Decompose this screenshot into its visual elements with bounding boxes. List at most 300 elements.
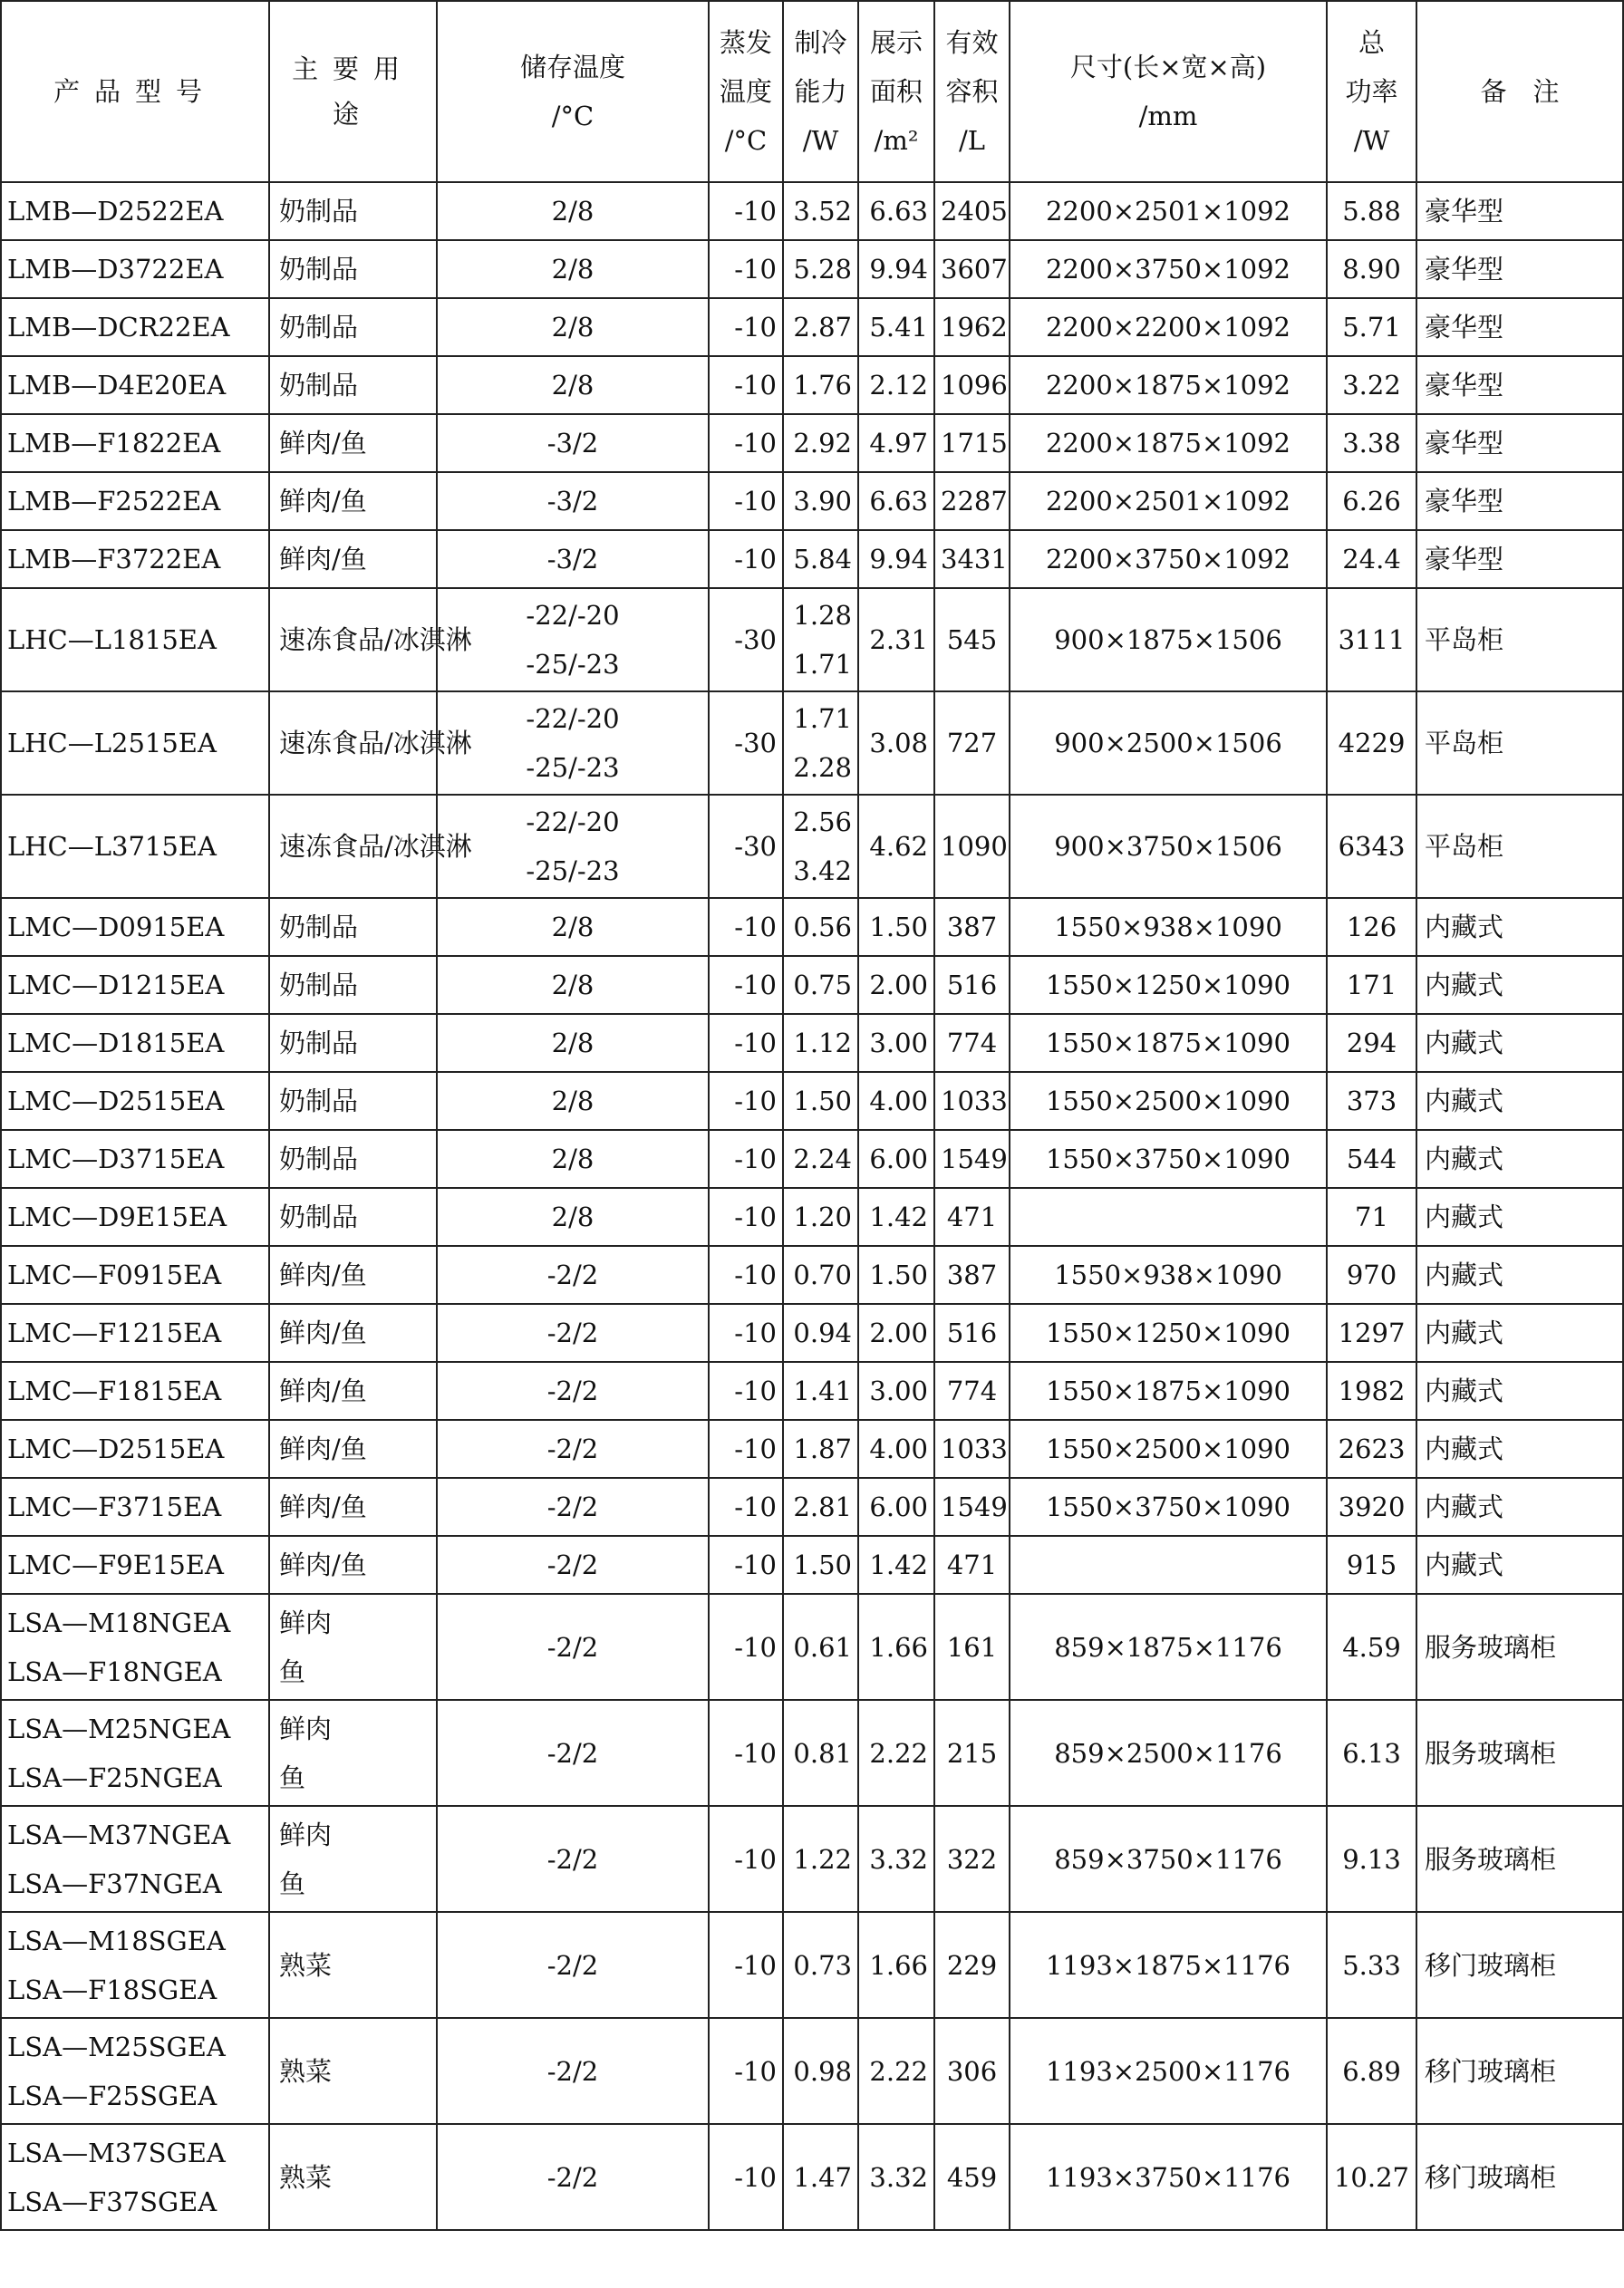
- power-cell: 6343: [1327, 795, 1416, 898]
- storage-temp-cell: 2/8: [437, 1072, 709, 1130]
- display-area-cell: 3.00: [858, 1014, 934, 1072]
- display-area-cell: 1.42: [858, 1536, 934, 1594]
- use-cell: 奶制品: [269, 1130, 437, 1188]
- use-cell: 奶制品: [269, 1014, 437, 1072]
- size-cell: 1550×3750×1090: [1010, 1478, 1327, 1536]
- size-cell: 900×2500×1506: [1010, 691, 1327, 795]
- display-area-cell: 4.97: [858, 414, 934, 472]
- model-cell: LSA—M25SGEA LSA—F25SGEA: [1, 2018, 269, 2124]
- evap-temp-cell: -10: [709, 472, 783, 530]
- cooling-capacity-cell: 0.98: [783, 2018, 858, 2124]
- header-storage-temp: 储存温度 /°C: [437, 1, 709, 182]
- power-cell: 10.27: [1327, 2124, 1416, 2230]
- use-cell: 鲜肉/鱼: [269, 1362, 437, 1420]
- use-cell: 鲜肉/鱼: [269, 1304, 437, 1362]
- table-row: [1, 795, 1623, 898]
- model-cell: LMC—F9E15EA: [1, 1536, 269, 1594]
- cooling-capacity-cell: 1.28 1.71: [783, 588, 858, 691]
- volume-cell: 387: [934, 1246, 1010, 1304]
- power-cell: 4.59: [1327, 1594, 1416, 1700]
- evap-temp-cell: -10: [709, 2018, 783, 2124]
- display-area-cell: 1.66: [858, 1912, 934, 2018]
- size-cell: 1550×1250×1090: [1010, 956, 1327, 1014]
- power-cell: 3111: [1327, 588, 1416, 691]
- display-area-cell: 1.50: [858, 898, 934, 956]
- evap-temp-cell: -10: [709, 1700, 783, 1806]
- use-cell: 奶制品: [269, 956, 437, 1014]
- header-display-area: 展示 面积 /m²: [858, 1, 934, 182]
- note-cell: 移门玻璃柜: [1416, 1912, 1623, 2018]
- cooling-capacity-cell: 1.20: [783, 1188, 858, 1246]
- note-cell: 内藏式: [1416, 898, 1623, 956]
- table-row: [1, 298, 1623, 356]
- table-row: [1, 1912, 1623, 2018]
- evap-temp-cell: -10: [709, 2124, 783, 2230]
- display-area-cell: 2.12: [858, 356, 934, 414]
- power-cell: 5.88: [1327, 182, 1416, 240]
- display-area-cell: 4.00: [858, 1420, 934, 1478]
- display-area-cell: 1.66: [858, 1594, 934, 1700]
- display-area-cell: 6.63: [858, 472, 934, 530]
- model-cell: LMC—D2515EA: [1, 1420, 269, 1478]
- use-cell: 熟菜: [269, 2124, 437, 2230]
- model-cell: LSA—M18NGEA LSA—F18NGEA: [1, 1594, 269, 1700]
- volume-cell: 471: [934, 1188, 1010, 1246]
- use-cell: 熟菜: [269, 1912, 437, 2018]
- size-cell: 2200×2200×1092: [1010, 298, 1327, 356]
- model-cell: LMB—F1822EA: [1, 414, 269, 472]
- volume-cell: 1549: [934, 1478, 1010, 1536]
- storage-temp-cell: -2/2: [437, 1594, 709, 1700]
- use-cell: 鲜肉 鱼: [269, 1700, 437, 1806]
- table-row: [1, 414, 1623, 472]
- power-cell: 3.22: [1327, 356, 1416, 414]
- volume-cell: 1549: [934, 1130, 1010, 1188]
- cooling-capacity-cell: 0.56: [783, 898, 858, 956]
- power-cell: 71: [1327, 1188, 1416, 1246]
- model-cell: LMB—D3722EA: [1, 240, 269, 298]
- storage-temp-cell: -2/2: [437, 1912, 709, 2018]
- display-area-cell: 3.32: [858, 2124, 934, 2230]
- model-cell: LMC—F0915EA: [1, 1246, 269, 1304]
- model-cell: LMC—F1215EA: [1, 1304, 269, 1362]
- cooling-capacity-cell: 1.41: [783, 1362, 858, 1420]
- size-cell: 1193×2500×1176: [1010, 2018, 1327, 2124]
- size-cell: 859×1875×1176: [1010, 1594, 1327, 1700]
- power-cell: 544: [1327, 1130, 1416, 1188]
- model-cell: LMB—D4E20EA: [1, 356, 269, 414]
- note-cell: 内藏式: [1416, 1362, 1623, 1420]
- evap-temp-cell: -10: [709, 1536, 783, 1594]
- volume-cell: 1096: [934, 356, 1010, 414]
- table-row: [1, 1014, 1623, 1072]
- use-cell: 鲜肉/鱼: [269, 414, 437, 472]
- storage-temp-cell: -2/2: [437, 1246, 709, 1304]
- evap-temp-cell: -10: [709, 1362, 783, 1420]
- storage-temp-cell: 2/8: [437, 956, 709, 1014]
- evap-temp-cell: -30: [709, 691, 783, 795]
- cooling-capacity-cell: 0.81: [783, 1700, 858, 1806]
- volume-cell: 1090: [934, 795, 1010, 898]
- model-cell: LMC—D9E15EA: [1, 1188, 269, 1246]
- model-cell: LSA—M25NGEA LSA—F25NGEA: [1, 1700, 269, 1806]
- use-cell: 速冻食品/冰淇淋: [269, 795, 437, 898]
- note-cell: 平岛柜: [1416, 588, 1623, 691]
- evap-temp-cell: -10: [709, 1246, 783, 1304]
- evap-temp-cell: -10: [709, 1420, 783, 1478]
- size-cell: 859×2500×1176: [1010, 1700, 1327, 1806]
- use-cell: 奶制品: [269, 240, 437, 298]
- model-cell: LMB—D2522EA: [1, 182, 269, 240]
- size-cell: 1550×1875×1090: [1010, 1014, 1327, 1072]
- size-cell: 1550×1250×1090: [1010, 1304, 1327, 1362]
- note-cell: 移门玻璃柜: [1416, 2018, 1623, 2124]
- cooling-capacity-cell: 1.12: [783, 1014, 858, 1072]
- display-area-cell: 3.32: [858, 1806, 934, 1912]
- storage-temp-cell: -2/2: [437, 1700, 709, 1806]
- table-row: [1, 1594, 1623, 1700]
- cooling-capacity-cell: 2.87: [783, 298, 858, 356]
- volume-cell: 322: [934, 1806, 1010, 1912]
- evap-temp-cell: -10: [709, 1304, 783, 1362]
- table-row: [1, 1188, 1623, 1246]
- size-cell: 900×1875×1506: [1010, 588, 1327, 691]
- header-power: 总 功率 /W: [1327, 1, 1416, 182]
- size-cell: [1010, 1536, 1327, 1594]
- volume-cell: 1962: [934, 298, 1010, 356]
- header-use: 主要用途: [269, 1, 437, 182]
- table-row: [1, 1304, 1623, 1362]
- volume-cell: 1033: [934, 1420, 1010, 1478]
- power-cell: 373: [1327, 1072, 1416, 1130]
- cooling-capacity-cell: 0.94: [783, 1304, 858, 1362]
- storage-temp-cell: 2/8: [437, 356, 709, 414]
- storage-temp-cell: -3/2: [437, 472, 709, 530]
- model-cell: LMC—D3715EA: [1, 1130, 269, 1188]
- evap-temp-cell: -30: [709, 588, 783, 691]
- evap-temp-cell: -10: [709, 240, 783, 298]
- display-area-cell: 3.08: [858, 691, 934, 795]
- evap-temp-cell: -10: [709, 530, 783, 588]
- cooling-capacity-cell: 2.24: [783, 1130, 858, 1188]
- storage-temp-cell: -22/-20 -25/-23: [437, 588, 709, 691]
- header-row: [1, 1, 1623, 182]
- table-row: [1, 588, 1623, 691]
- use-cell: 鲜肉/鱼: [269, 1420, 437, 1478]
- display-area-cell: 4.62: [858, 795, 934, 898]
- use-cell: 速冻食品/冰淇淋: [269, 691, 437, 795]
- cooling-capacity-cell: 1.50: [783, 1536, 858, 1594]
- table-row: [1, 1362, 1623, 1420]
- evap-temp-cell: -10: [709, 414, 783, 472]
- size-cell: 2200×2501×1092: [1010, 472, 1327, 530]
- evap-temp-cell: -10: [709, 898, 783, 956]
- display-area-cell: 2.00: [858, 1304, 934, 1362]
- note-cell: 豪华型: [1416, 182, 1623, 240]
- evap-temp-cell: -10: [709, 1912, 783, 2018]
- model-cell: LMC—F1815EA: [1, 1362, 269, 1420]
- volume-cell: 306: [934, 2018, 1010, 2124]
- use-cell: 奶制品: [269, 182, 437, 240]
- display-area-cell: 9.94: [858, 530, 934, 588]
- power-cell: 126: [1327, 898, 1416, 956]
- note-cell: 豪华型: [1416, 298, 1623, 356]
- use-cell: 鲜肉/鱼: [269, 1478, 437, 1536]
- header-evap-temp: 蒸发 温度 /°C: [709, 1, 783, 182]
- use-cell: 奶制品: [269, 1188, 437, 1246]
- size-cell: 1550×938×1090: [1010, 898, 1327, 956]
- size-cell: 2200×1875×1092: [1010, 414, 1327, 472]
- cooling-capacity-cell: 3.90: [783, 472, 858, 530]
- model-cell: LMB—DCR22EA: [1, 298, 269, 356]
- use-cell: 速冻食品/冰淇淋: [269, 588, 437, 691]
- display-area-cell: 9.94: [858, 240, 934, 298]
- size-cell: 2200×3750×1092: [1010, 240, 1327, 298]
- storage-temp-cell: -3/2: [437, 414, 709, 472]
- table-row: [1, 1806, 1623, 1912]
- volume-cell: 1715: [934, 414, 1010, 472]
- model-cell: LMC—F3715EA: [1, 1478, 269, 1536]
- note-cell: 平岛柜: [1416, 795, 1623, 898]
- volume-cell: 727: [934, 691, 1010, 795]
- storage-temp-cell: 2/8: [437, 298, 709, 356]
- power-cell: 8.90: [1327, 240, 1416, 298]
- volume-cell: 2405: [934, 182, 1010, 240]
- power-cell: 1982: [1327, 1362, 1416, 1420]
- use-cell: 鲜肉/鱼: [269, 530, 437, 588]
- model-cell: LMC—D1815EA: [1, 1014, 269, 1072]
- display-area-cell: 2.22: [858, 1700, 934, 1806]
- volume-cell: 387: [934, 898, 1010, 956]
- model-cell: LHC—L2515EA: [1, 691, 269, 795]
- table-row: [1, 240, 1623, 298]
- cooling-capacity-cell: 2.92: [783, 414, 858, 472]
- power-cell: 4229: [1327, 691, 1416, 795]
- evap-temp-cell: -10: [709, 298, 783, 356]
- storage-temp-cell: 2/8: [437, 240, 709, 298]
- cooling-capacity-cell: 1.22: [783, 1806, 858, 1912]
- storage-temp-cell: -22/-20 -25/-23: [437, 795, 709, 898]
- size-cell: 2200×3750×1092: [1010, 530, 1327, 588]
- cooling-capacity-cell: 2.81: [783, 1478, 858, 1536]
- table-row: [1, 1478, 1623, 1536]
- table-row: [1, 2018, 1623, 2124]
- display-area-cell: 6.00: [858, 1478, 934, 1536]
- storage-temp-cell: -22/-20 -25/-23: [437, 691, 709, 795]
- power-cell: 3.38: [1327, 414, 1416, 472]
- power-cell: 294: [1327, 1014, 1416, 1072]
- display-area-cell: 1.42: [858, 1188, 934, 1246]
- display-area-cell: 6.00: [858, 1130, 934, 1188]
- volume-cell: 229: [934, 1912, 1010, 2018]
- model-cell: LSA—M37NGEA LSA—F37NGEA: [1, 1806, 269, 1912]
- storage-temp-cell: 2/8: [437, 898, 709, 956]
- use-cell: 奶制品: [269, 298, 437, 356]
- model-cell: LMB—F3722EA: [1, 530, 269, 588]
- table-row: [1, 1130, 1623, 1188]
- note-cell: 豪华型: [1416, 356, 1623, 414]
- storage-temp-cell: 2/8: [437, 1130, 709, 1188]
- header-note: 备 注: [1416, 1, 1623, 182]
- evap-temp-cell: -10: [709, 1478, 783, 1536]
- size-cell: 900×3750×1506: [1010, 795, 1327, 898]
- power-cell: 970: [1327, 1246, 1416, 1304]
- storage-temp-cell: -2/2: [437, 1536, 709, 1594]
- power-cell: 915: [1327, 1536, 1416, 1594]
- volume-cell: 2287: [934, 472, 1010, 530]
- note-cell: 内藏式: [1416, 1188, 1623, 1246]
- note-cell: 内藏式: [1416, 1130, 1623, 1188]
- model-cell: LMC—D2515EA: [1, 1072, 269, 1130]
- evap-temp-cell: -30: [709, 795, 783, 898]
- volume-cell: 459: [934, 2124, 1010, 2230]
- model-cell: LHC—L3715EA: [1, 795, 269, 898]
- size-cell: 1550×938×1090: [1010, 1246, 1327, 1304]
- storage-temp-cell: -2/2: [437, 1420, 709, 1478]
- display-area-cell: 2.31: [858, 588, 934, 691]
- cooling-capacity-cell: 2.56 3.42: [783, 795, 858, 898]
- evap-temp-cell: -10: [709, 1072, 783, 1130]
- table-row: [1, 530, 1623, 588]
- storage-temp-cell: -2/2: [437, 2124, 709, 2230]
- volume-cell: 161: [934, 1594, 1010, 1700]
- table-row: [1, 2124, 1623, 2230]
- evap-temp-cell: -10: [709, 1130, 783, 1188]
- note-cell: 内藏式: [1416, 1072, 1623, 1130]
- power-cell: 171: [1327, 956, 1416, 1014]
- note-cell: 服务玻璃柜: [1416, 1700, 1623, 1806]
- size-cell: 2200×1875×1092: [1010, 356, 1327, 414]
- cooling-capacity-cell: 3.52: [783, 182, 858, 240]
- note-cell: 内藏式: [1416, 1014, 1623, 1072]
- storage-temp-cell: 2/8: [437, 1188, 709, 1246]
- table-row: [1, 1072, 1623, 1130]
- storage-temp-cell: 2/8: [437, 182, 709, 240]
- volume-cell: 471: [934, 1536, 1010, 1594]
- display-area-cell: 3.00: [858, 1362, 934, 1420]
- power-cell: 1297: [1327, 1304, 1416, 1362]
- storage-temp-cell: -2/2: [437, 1478, 709, 1536]
- note-cell: 内藏式: [1416, 1536, 1623, 1594]
- volume-cell: 774: [934, 1014, 1010, 1072]
- use-cell: 鲜肉/鱼: [269, 1246, 437, 1304]
- table-row: [1, 1536, 1623, 1594]
- note-cell: 内藏式: [1416, 1246, 1623, 1304]
- header-model: 产品型号: [1, 1, 269, 182]
- header-size: 尺寸(长×宽×高) /mm: [1010, 1, 1327, 182]
- table-row: [1, 956, 1623, 1014]
- size-cell: 1193×1875×1176: [1010, 1912, 1327, 2018]
- use-cell: 鲜肉 鱼: [269, 1594, 437, 1700]
- note-cell: 内藏式: [1416, 956, 1623, 1014]
- cooling-capacity-cell: 0.61: [783, 1594, 858, 1700]
- note-cell: 服务玻璃柜: [1416, 1594, 1623, 1700]
- volume-cell: 774: [934, 1362, 1010, 1420]
- model-cell: LMC—D1215EA: [1, 956, 269, 1014]
- storage-temp-cell: -2/2: [437, 1304, 709, 1362]
- header-volume: 有效 容积 /L: [934, 1, 1010, 182]
- size-cell: 1193×3750×1176: [1010, 2124, 1327, 2230]
- model-cell: LSA—M18SGEA LSA—F18SGEA: [1, 1912, 269, 2018]
- power-cell: 2623: [1327, 1420, 1416, 1478]
- size-cell: 1550×2500×1090: [1010, 1072, 1327, 1130]
- evap-temp-cell: -10: [709, 1014, 783, 1072]
- volume-cell: 516: [934, 1304, 1010, 1362]
- use-cell: 奶制品: [269, 898, 437, 956]
- table-row: [1, 691, 1623, 795]
- power-cell: 5.33: [1327, 1912, 1416, 2018]
- power-cell: 6.26: [1327, 472, 1416, 530]
- cooling-capacity-cell: 1.76: [783, 356, 858, 414]
- volume-cell: 545: [934, 588, 1010, 691]
- note-cell: 豪华型: [1416, 240, 1623, 298]
- display-area-cell: 4.00: [858, 1072, 934, 1130]
- model-cell: LSA—M37SGEA LSA—F37SGEA: [1, 2124, 269, 2230]
- display-area-cell: 6.63: [858, 182, 934, 240]
- size-cell: 1550×2500×1090: [1010, 1420, 1327, 1478]
- size-cell: [1010, 1188, 1327, 1246]
- cooling-capacity-cell: 5.28: [783, 240, 858, 298]
- use-cell: 奶制品: [269, 356, 437, 414]
- storage-temp-cell: -3/2: [437, 530, 709, 588]
- storage-temp-cell: 2/8: [437, 1014, 709, 1072]
- evap-temp-cell: -10: [709, 356, 783, 414]
- table-row: [1, 1700, 1623, 1806]
- model-cell: LHC—L1815EA: [1, 588, 269, 691]
- note-cell: 豪华型: [1416, 472, 1623, 530]
- note-cell: 内藏式: [1416, 1304, 1623, 1362]
- cooling-capacity-cell: 1.87: [783, 1420, 858, 1478]
- display-area-cell: 2.00: [858, 956, 934, 1014]
- storage-temp-cell: -2/2: [437, 1362, 709, 1420]
- table-row: [1, 898, 1623, 956]
- use-cell: 鲜肉/鱼: [269, 472, 437, 530]
- size-cell: 2200×2501×1092: [1010, 182, 1327, 240]
- display-area-cell: 2.22: [858, 2018, 934, 2124]
- table-row: [1, 1420, 1623, 1478]
- table-row: [1, 182, 1623, 240]
- evap-temp-cell: -10: [709, 1806, 783, 1912]
- model-cell: LMB—F2522EA: [1, 472, 269, 530]
- power-cell: 6.13: [1327, 1700, 1416, 1806]
- cooling-capacity-cell: 0.75: [783, 956, 858, 1014]
- cooling-capacity-cell: 5.84: [783, 530, 858, 588]
- table-body: [1, 182, 1623, 2230]
- use-cell: 鲜肉/鱼: [269, 1536, 437, 1594]
- model-cell: LMC—D0915EA: [1, 898, 269, 956]
- cooling-capacity-cell: 0.73: [783, 1912, 858, 2018]
- display-area-cell: 1.50: [858, 1246, 934, 1304]
- note-cell: 内藏式: [1416, 1478, 1623, 1536]
- table-row: [1, 356, 1623, 414]
- display-area-cell: 5.41: [858, 298, 934, 356]
- note-cell: 内藏式: [1416, 1420, 1623, 1478]
- volume-cell: 516: [934, 956, 1010, 1014]
- header-cooling-capacity: 制冷 能力 /W: [783, 1, 858, 182]
- evap-temp-cell: -10: [709, 956, 783, 1014]
- note-cell: 豪华型: [1416, 414, 1623, 472]
- cooling-capacity-cell: 1.50: [783, 1072, 858, 1130]
- power-cell: 3920: [1327, 1478, 1416, 1536]
- note-cell: 服务玻璃柜: [1416, 1806, 1623, 1912]
- evap-temp-cell: -10: [709, 1594, 783, 1700]
- note-cell: 平岛柜: [1416, 691, 1623, 795]
- storage-temp-cell: -2/2: [437, 2018, 709, 2124]
- power-cell: 5.71: [1327, 298, 1416, 356]
- size-cell: 1550×1875×1090: [1010, 1362, 1327, 1420]
- cooling-capacity-cell: 0.70: [783, 1246, 858, 1304]
- storage-temp-cell: -2/2: [437, 1806, 709, 1912]
